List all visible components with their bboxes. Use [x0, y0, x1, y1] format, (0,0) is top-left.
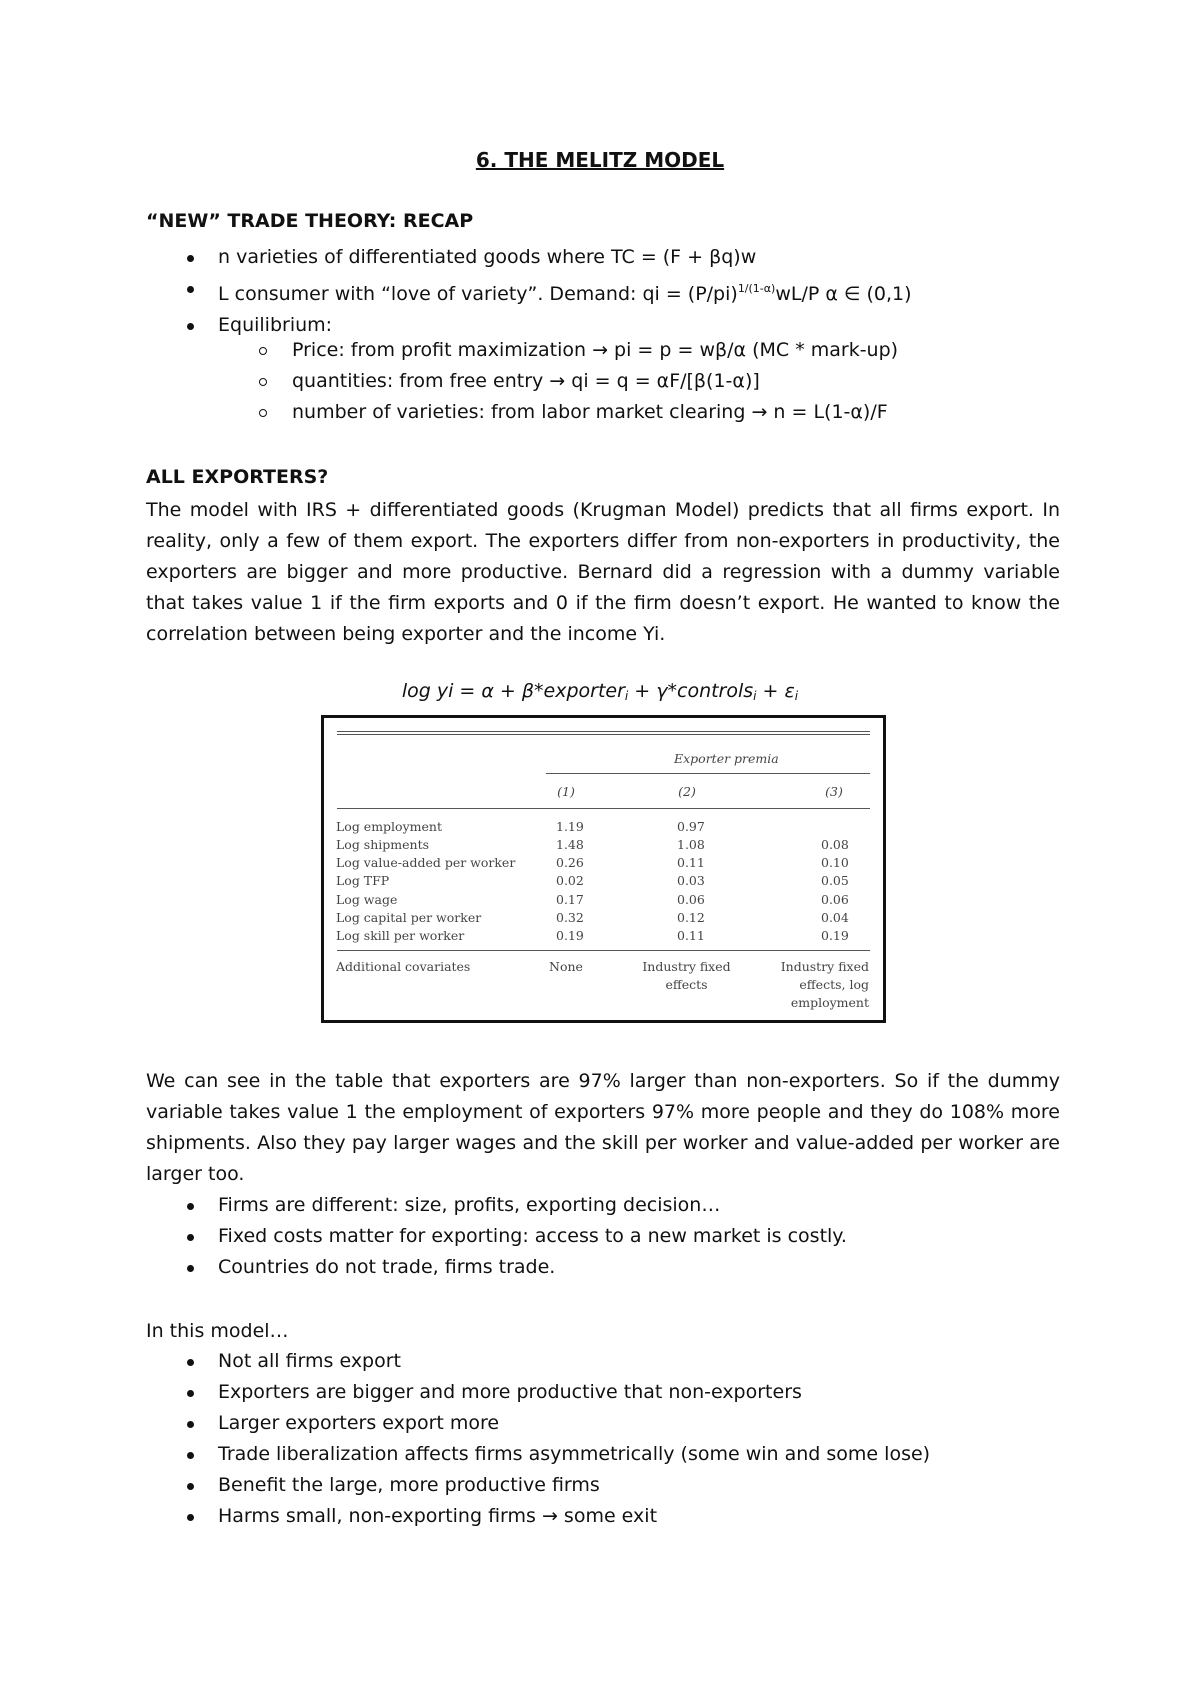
covariates-cell: None — [549, 959, 583, 974]
circle-bullet-icon — [259, 378, 267, 386]
table-super-header: Exporter premia — [674, 751, 779, 766]
bullet-icon — [187, 1514, 194, 1521]
equilibrium-sub-list — [146, 335, 898, 428]
table-cell: 0.11 — [677, 928, 705, 943]
list-item: Trade liberalization affects firms asymmetrically (some win and some lose) — [146, 1439, 930, 1470]
exporter-premia-table — [321, 715, 886, 1023]
table-cell: 0.03 — [677, 873, 705, 888]
list-item: n varieties of differentiated goods where TC = (F + βq)w — [146, 242, 912, 273]
table-top-rule — [337, 731, 870, 732]
table-cell: 1.19 — [556, 819, 584, 834]
table-cell: 0.06 — [821, 892, 849, 907]
table-header-rule — [337, 808, 870, 809]
bullet-icon — [187, 1452, 194, 1459]
table-body-rule — [337, 950, 870, 951]
table-cell: 0.97 — [677, 819, 705, 834]
model-bullet-list — [146, 1346, 930, 1532]
recap-bullet-list — [146, 242, 912, 341]
list-item: Benefit the large, more productive firms — [146, 1470, 930, 1501]
column-header: (1) — [557, 784, 575, 799]
covariates-cell: employment — [790, 995, 869, 1010]
bullet-icon — [187, 1421, 194, 1428]
regression-equation: log yi = α + β*exporter$_i$ + γ*controls$_i$ + $\varepsilon_i$ — [401, 680, 799, 703]
table-cell: 0.26 — [556, 855, 584, 870]
table-cell: 0.04 — [821, 910, 849, 925]
covariates-cell: Industry fixed — [642, 959, 731, 974]
list-item: Exporters are bigger and more productive that non-exporters — [146, 1377, 930, 1408]
model-intro-text: In this model… — [146, 1320, 289, 1342]
row-label: Log wage — [336, 892, 398, 907]
table-cell: 0.19 — [556, 928, 584, 943]
list-item: Firms are different: size, profits, exporting decision… — [146, 1190, 847, 1221]
list-item: L consumer with “love of variety”. Demand: qi = $(P/pi)^{1/(1-\alpha)}wL/P$ α ∈ (0,1) — [146, 273, 912, 310]
table-cell: 1.48 — [556, 837, 584, 852]
row-label: Log TFP — [336, 873, 390, 888]
list-item: Harms small, non-exporting firms → some exit — [146, 1501, 930, 1532]
section-heading-exporters: ALL EXPORTERS? — [146, 466, 329, 488]
table-cell: 0.08 — [821, 837, 849, 852]
row-label: Log shipments — [336, 837, 430, 852]
covariates-cell: Industry fixed — [780, 959, 869, 974]
table-interpretation-paragraph: We can see in the table that exporters are 97% larger than non-exporters. So if the dummy variable takes value 1 the employment of exporters 97% more people and they do 108% more shipments. Also they pay larger wages and the skill per worker and value-added per worker are larger too. — [146, 1070, 1060, 1185]
column-header: (3) — [825, 784, 843, 799]
list-item: Countries do not trade, firms trade. — [146, 1252, 847, 1283]
covariates-label: Additional covariates — [336, 959, 471, 974]
table-cell: 0.17 — [556, 892, 584, 907]
list-item: Fixed costs matter for exporting: access to a new market is costly. — [146, 1221, 847, 1252]
bullet-icon — [187, 255, 194, 262]
bullet-icon — [187, 1359, 194, 1366]
row-label: Log value-added per worker — [336, 855, 516, 870]
sub-list-item: quantities: from free entry → qi = q = αF/[β(1-α)] — [146, 366, 898, 397]
circle-bullet-icon — [259, 409, 267, 417]
covariates-cell: effects, log — [799, 977, 869, 992]
row-label: Log skill per worker — [336, 928, 465, 943]
bullet-icon — [187, 1483, 194, 1490]
covariates-cell: effects — [665, 977, 708, 992]
section-heading-recap: “NEW” TRADE THEORY: RECAP — [146, 210, 474, 232]
bullet-icon — [187, 1265, 194, 1272]
firms-bullet-list — [146, 1190, 847, 1283]
page-title: 6. THE MELITZ MODEL — [475, 148, 725, 172]
table-top-rule-double — [337, 734, 870, 735]
circle-bullet-icon — [259, 347, 267, 355]
table-cell: 0.32 — [556, 910, 584, 925]
table-cell: 0.11 — [677, 855, 705, 870]
sub-list-item: Price: from profit maximization → pi = p = wβ/α (MC * mark-up) — [146, 335, 898, 366]
table-cell: 0.19 — [821, 928, 849, 943]
list-item: Larger exporters export more — [146, 1408, 930, 1439]
table-cell: 0.05 — [821, 873, 849, 888]
bullet-icon — [187, 1390, 194, 1397]
exporters-paragraph: The model with IRS + differentiated goods (Krugman Model) predicts that all firms export. In reality, only a few of them export. The exporters differ from non-exporters in productivity, the exporters are bigger and more productive. Bernard did a regression with a dummy variable that takes value 1 if the firm exports and 0 if the firm doesn’t export. He wanted to know the correlation between being exporter and the income Yi. — [146, 499, 1060, 645]
bullet-icon — [187, 1203, 194, 1210]
column-header: (2) — [678, 784, 696, 799]
bullet-icon — [187, 323, 194, 330]
table-cell: 0.12 — [677, 910, 705, 925]
list-item: Not all firms export — [146, 1346, 930, 1377]
row-label: Log employment — [336, 819, 442, 834]
table-super-header-rule — [546, 773, 870, 774]
table-cell: 1.08 — [677, 837, 705, 852]
table-cell: 0.06 — [677, 892, 705, 907]
table-cell: 0.10 — [821, 855, 849, 870]
row-label: Log capital per worker — [336, 910, 482, 925]
table-cell: 0.02 — [556, 873, 584, 888]
bullet-icon — [187, 1234, 194, 1241]
bullet-icon — [187, 286, 194, 293]
sub-list-item: number of varieties: from labor market clearing → n = L(1-α)/F — [146, 397, 898, 428]
list-item: Equilibrium: — [146, 310, 912, 341]
